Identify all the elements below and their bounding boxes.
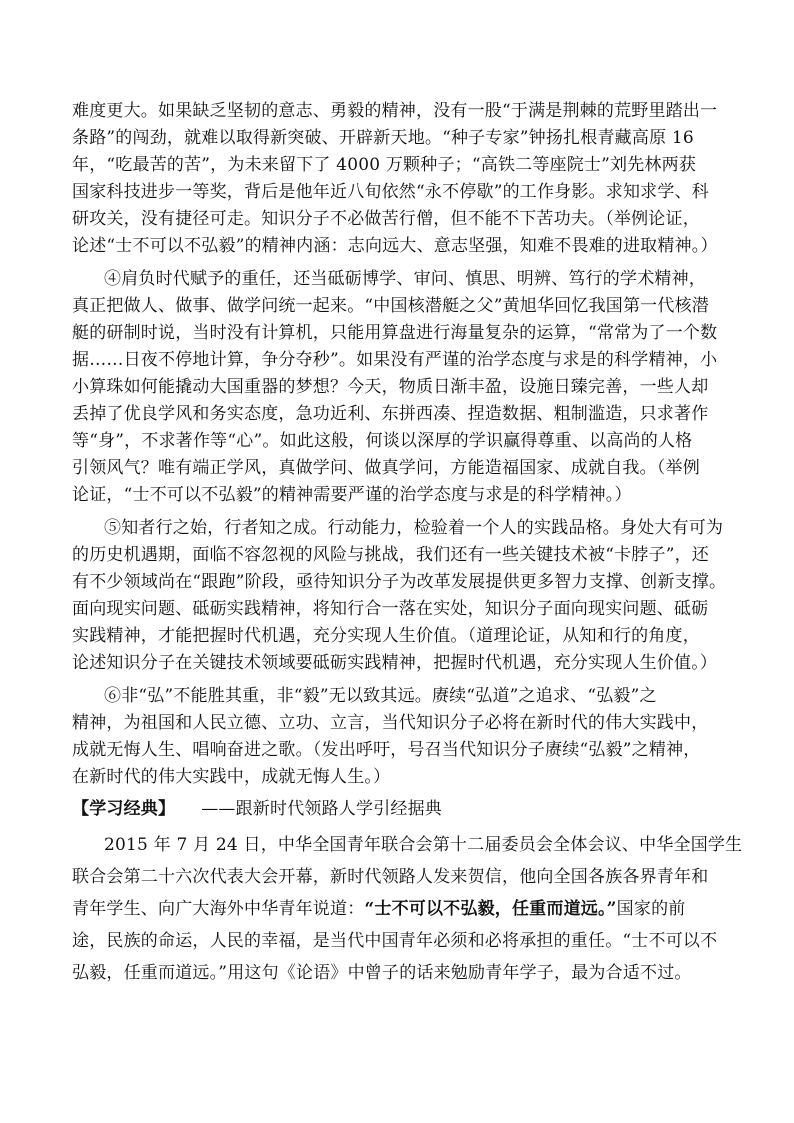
paragraph-line: 小算珠如何能撬动大国重器的梦想？今天，物质日渐丰盈，设施日臻完善，一些人却 bbox=[72, 377, 709, 397]
paragraph-line: 真正把做人、做事、做学问统一起来。“中国核潜艇之父”黄旭华回忆我国第一代核潜 bbox=[72, 296, 709, 316]
paragraph-line: 国家科技进步一等奖，背后是他年近八旬依然“永不停歇”的工作身影。求知求学、科 bbox=[72, 182, 709, 202]
paragraph-line bbox=[72, 896, 685, 922]
paragraph-first-line: ④肩负时代赋予的重任，还当砥砺博学、审问、慎思、明辨、笃行的学术精神， bbox=[104, 269, 706, 289]
section-heading bbox=[72, 796, 442, 822]
paragraph-line: 据……日夜不停地计算，争分夺秒”。如果没有严谨的治学态度与求是的科学精神，小 bbox=[72, 350, 718, 370]
paragraph-line: 难度更大。如果缺乏坚韧的意志、勇毅的精神，没有一股“于满是荆棘的荒野里踏出一 bbox=[72, 101, 718, 121]
paragraph-line: 的历史机遇期，面临不容忽视的风险与挑战，我们还有一些关键技术被“卡脖子”，还 bbox=[72, 545, 709, 565]
paragraph-line: 面向现实问题、砥砺实践精神，将知行合一落在实处，知识分子面向现实问题、砥砺 bbox=[72, 599, 709, 619]
paragraph-line: 联合会第二十六次代表大会开幕，新时代领路人发来贺信，他向全国各族各界青年和 bbox=[72, 867, 709, 887]
paragraph-line: 年，“吃最苦的苦”，为未来留下了 4000 万颗种子；“高铁二等座院士”刘先林两获 bbox=[72, 155, 697, 175]
text-run: 青年学生、向广大海外中华青年说道： bbox=[72, 899, 365, 919]
paragraph-first-line: 2015 年 7 月 24 日，中华全国青年联合会第十二届委员会全体会议、中华全国学生 bbox=[104, 835, 743, 855]
section-subtitle: ——跟新时代领路人学引经据典 bbox=[201, 799, 443, 819]
paragraph-line: 丢掉了优良学风和务实态度，急功近利、东拼西凑、捏造数据、粗制滥造，只求著作 bbox=[72, 404, 709, 424]
paragraph-line: 精神，为祖国和人民立德、立功、立言，当代知识分子必将在新时代的伟大实践中， bbox=[72, 713, 709, 733]
paragraph-line: 有不少领域尚在“跟跑”阶段，亟待知识分子为改革发展提供更多智力支撑、创新支撑。 bbox=[72, 572, 727, 592]
paragraph-line: 途，民族的命运，人民的幸福，是当代中国青年必须和必将承担的重任。“士不可以不 bbox=[72, 931, 718, 951]
paragraph-line: 成就无悔人生、唱响奋进之歌。（发出呼吁，号召当代知识分子赓续“弘毅”之精神， bbox=[72, 740, 701, 760]
paragraph-first-line: ⑥非“弘”不能胜其重，非“毅”无以致其远。赓续“弘道”之追求、“弘毅”之 bbox=[104, 686, 657, 706]
section-bracket-title: 【学习经典】 bbox=[72, 799, 176, 819]
paragraph-line: 在新时代的伟大实践中，成就无悔人生。） bbox=[72, 767, 391, 787]
text-run: 国家的前 bbox=[616, 899, 686, 919]
paragraph-line: 条路”的闯劲，就难以取得新突破、开辟新天地。“种子专家”钟扬扎根青藏高原 16 bbox=[72, 128, 694, 148]
paragraph-line: 艇的研制时说，当时没有计算机，只能用算盘进行海量复杂的运算，“常常为了一个数 bbox=[72, 323, 718, 343]
paragraph-line: 等“身”，不求著作等“心”。如此这般，何谈以深厚的学识赢得尊重、以高尚的人格 bbox=[72, 431, 693, 451]
paragraph-line: 论述知识分子在关键技术领域要砥砺实践精神，把握时代机遇，充分实现人生价值。） bbox=[72, 653, 718, 673]
paragraph-line: 实践精神，才能把握时代机遇，充分实现人生价值。（道理论证，从知和行的角度， bbox=[72, 626, 700, 646]
paragraph-line: 论述“士不可以不弘毅”的精神内涵：志向远大、意志坚强，知难不畏难的进取精神。） bbox=[72, 236, 718, 256]
paragraph-line: 研攻关，没有捷径可走。知识分子不必做苦行僧，但不能不下苦功夫。（举例论证， bbox=[72, 209, 700, 229]
paragraph-line: 论证，“士不可以不弘毅”的精神需要严谨的治学态度与求是的科学精神。） bbox=[72, 485, 632, 505]
paragraph-first-line: ⑤知者行之始，行者知之成。行动能力，检验着一个人的实践品格。身处大有可为 bbox=[104, 518, 724, 538]
paragraph-line: 引领风气？唯有端正学风，真做学问、做真学问，方能造福国家、成就自我。（举例 bbox=[72, 458, 700, 478]
quote-highlight: “士不可以不弘毅，任重而道远。” bbox=[364, 899, 617, 919]
paragraph-line: 弘毅，任重而道远。”用这句《论语》中曾子的话来勉励青年学子，最为合适不过。 bbox=[72, 963, 692, 983]
